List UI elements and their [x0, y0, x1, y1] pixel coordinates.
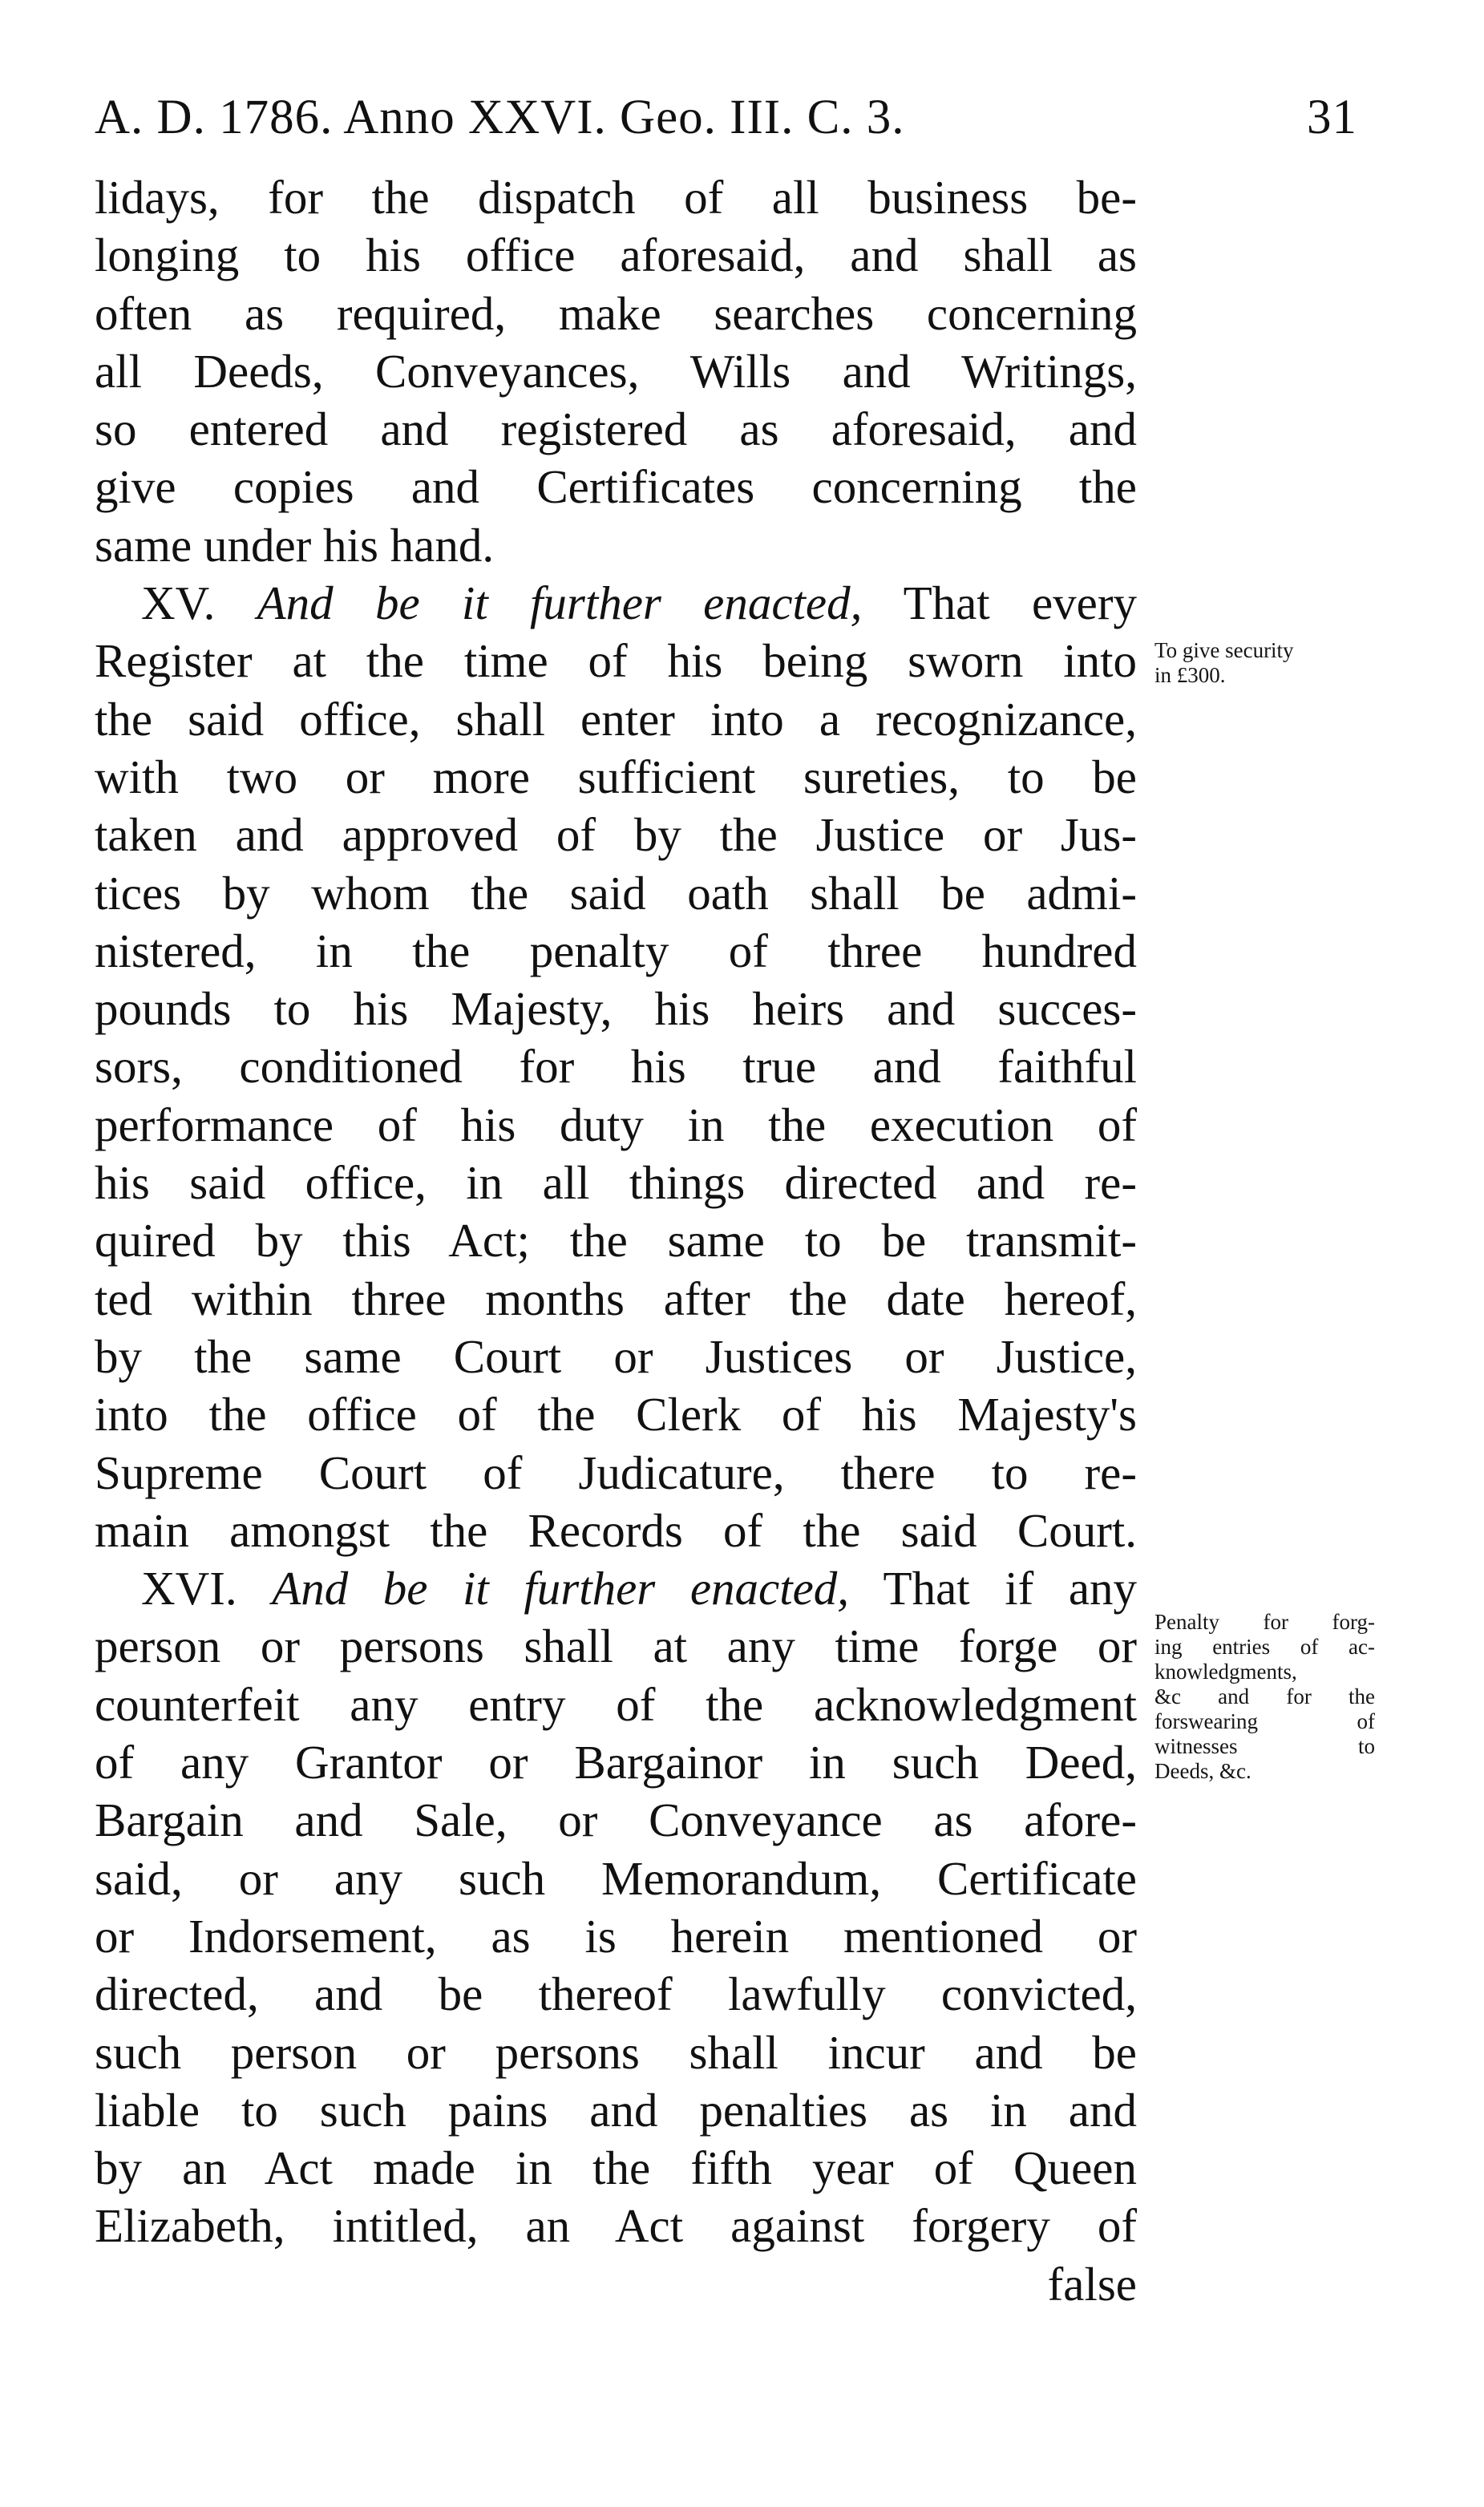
text-line: taken and approved of by the Justice or Jus-: [95, 808, 1137, 862]
text-run: That if any: [849, 1562, 1138, 1615]
margin-note-line: To give security: [1154, 638, 1294, 662]
text-line: with two or more sufficient sureties, to be: [95, 750, 1137, 803]
text-line: Bargain and Sale, or Conveyance as afore-: [95, 1793, 1137, 1847]
margin-note-line: witnesses to: [1154, 1734, 1375, 1758]
italic-phrase: And be it further enacted,: [257, 576, 863, 630]
margin-note-line: Deeds, &c.: [1154, 1759, 1251, 1783]
text-line: tices by whom the said oath shall be admi-: [95, 866, 1137, 920]
text-line: by the same Court or Justices or Justice,: [95, 1329, 1137, 1383]
text-line: said, or any such Memorandum, Certificate: [95, 1851, 1137, 1905]
body-text: [95, 168, 1137, 2313]
text-line: so entered and registered as aforesaid, and: [95, 402, 1137, 456]
page-number: 31: [1307, 91, 1357, 144]
margin-note-line: Penalty for forg-: [1154, 1610, 1375, 1634]
text-line: Register at the time of his being sworn into: [95, 634, 1137, 688]
text-line: lidays, for the dispatch of all business be-: [95, 171, 1137, 224]
text-line: main amongst the Records of the said Court.: [95, 1503, 1137, 1557]
margin-note-line: forswearing of: [1154, 1709, 1375, 1733]
text-line: performance of his duty in the execution of: [95, 1098, 1137, 1151]
margin-note-line: in £300.: [1154, 663, 1226, 687]
text-line: by an Act made in the fifth year of Queen: [95, 2141, 1137, 2195]
text-line: pounds to his Majesty, his heirs and succes-: [95, 982, 1137, 1036]
text-line: Elizabeth, intitled, an Act against forgery of: [95, 2199, 1137, 2253]
text-line: often as required, make searches concerning: [95, 286, 1137, 340]
page-header: [95, 90, 1377, 162]
text-line: or Indorsement, as is herein mentioned or: [95, 1909, 1137, 1963]
text-line: directed, and be thereof lawfully convicted,: [95, 1967, 1137, 2021]
margin-note-line: &c and for the: [1154, 1684, 1375, 1708]
text-line: his said office, in all things directed and re-: [95, 1156, 1137, 1210]
margin-note-line: knowledgments,: [1154, 1660, 1297, 1684]
text-line: give copies and Certificates concerning the: [95, 460, 1137, 514]
text-run: That every: [862, 576, 1137, 630]
text-line: same under his hand.: [95, 518, 495, 572]
text-line: quired by this Act; the same to be transmit-: [95, 1214, 1137, 1268]
margin-note-security: [1154, 638, 1387, 688]
text-line: Supreme Court of Judicature, there to re-: [95, 1446, 1137, 1499]
text-run: XV.: [141, 576, 257, 630]
margin-note-penalty: [1154, 1610, 1375, 1784]
text-line: sors, conditioned for his true and faithful: [95, 1040, 1137, 1094]
text-line: ted within three months after the date hereof,: [95, 1272, 1137, 1325]
text-line: of any Grantor or Bargainor in such Deed,: [95, 1736, 1137, 1789]
text-line: nistered, in the penalty of three hundred: [95, 924, 1137, 977]
text-line: false: [1047, 2257, 1137, 2311]
running-head: A. D. 1786. Anno XXVI. Geo. III. C. 3.: [95, 91, 905, 144]
text-line: person or persons shall at any time forge or: [95, 1619, 1137, 1673]
text-line: longing to his office aforesaid, and shall as: [95, 228, 1137, 282]
text-line: the said office, shall enter into a recognizance,: [95, 692, 1137, 746]
text-run: XVI.: [141, 1562, 273, 1615]
italic-phrase: And be it further enacted,: [272, 1562, 850, 1615]
text-line: [95, 1559, 1137, 1617]
text-line: counterfeit any entry of the acknowledgment: [95, 1677, 1137, 1731]
text-line: such person or persons shall incur and be: [95, 2025, 1137, 2079]
text-line: liable to such pains and penalties as in and: [95, 2083, 1137, 2137]
margin-note-line: ing entries of ac-: [1154, 1635, 1375, 1659]
text-line: into the office of the Clerk of his Majesty's: [95, 1388, 1137, 1442]
text-line: [95, 574, 1137, 632]
text-line: all Deeds, Conveyances, Wills and Writings,: [95, 344, 1137, 398]
